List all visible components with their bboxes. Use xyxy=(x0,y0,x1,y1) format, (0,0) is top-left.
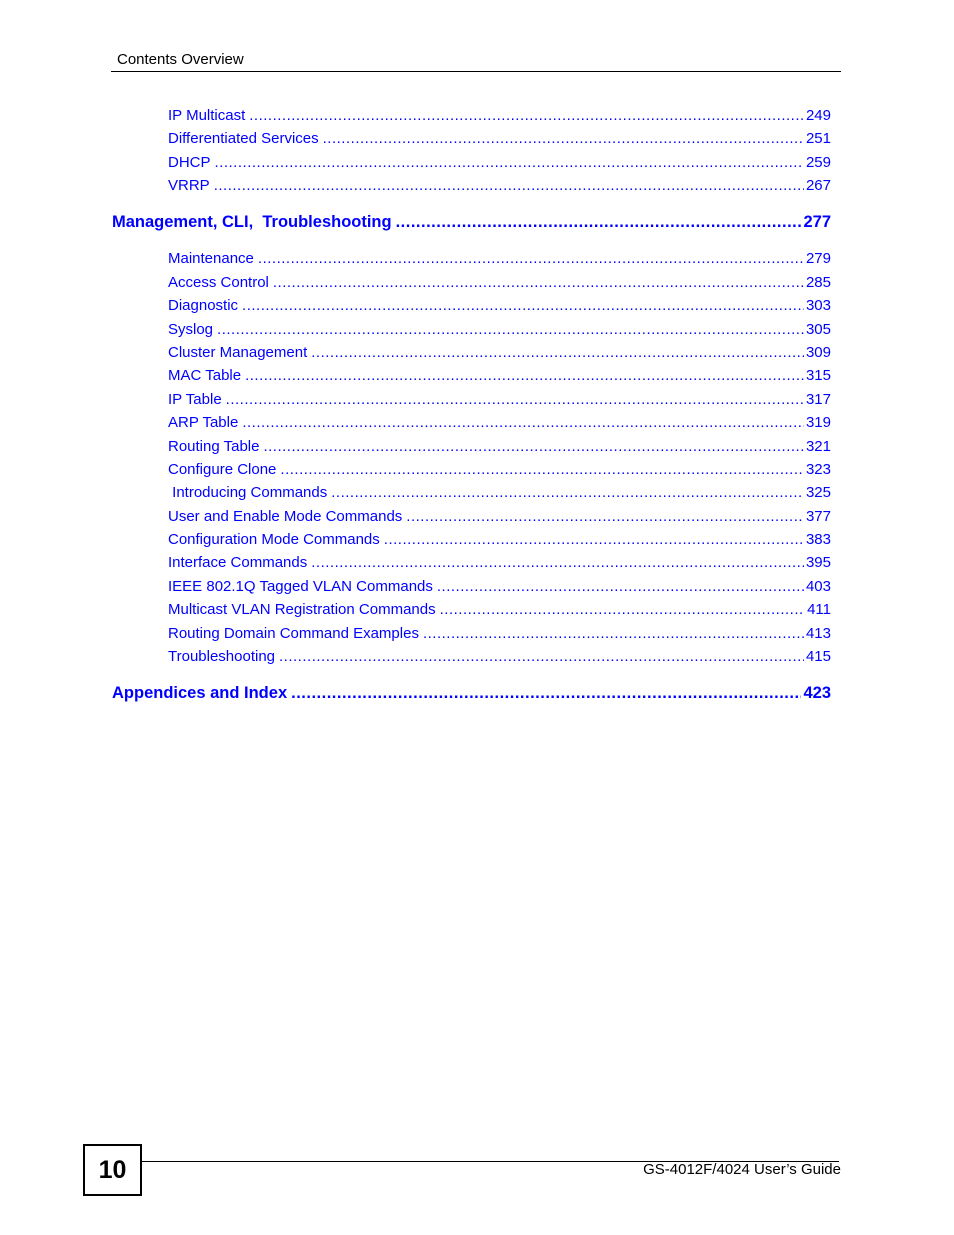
toc-entry-label: Management, CLI, Troubleshooting xyxy=(112,213,392,231)
toc-entry-page: 325 xyxy=(805,484,831,501)
toc-entry-label: Maintenance xyxy=(168,250,254,267)
toc-entry-page: 377 xyxy=(805,508,831,525)
toc-entry-label: Introducing Commands xyxy=(168,484,328,501)
toc-chapter-link[interactable] xyxy=(168,297,831,317)
toc-entry-label: Multicast VLAN Registration Commands xyxy=(168,601,436,618)
toc-chapter-link[interactable] xyxy=(168,601,831,621)
toc-chapter-link[interactable] xyxy=(168,625,831,645)
toc-entry-label: Diagnostic xyxy=(168,297,239,314)
toc-chapter-link[interactable] xyxy=(168,484,831,504)
toc-entry-label: Routing Table xyxy=(168,438,260,455)
toc-chapter-link[interactable] xyxy=(168,461,831,481)
toc-entry-page: 323 xyxy=(805,461,831,478)
toc-chapter-link[interactable] xyxy=(168,648,831,668)
toc-chapter-link[interactable] xyxy=(168,250,831,270)
toc-entry-label: IEEE 802.1Q Tagged VLAN Commands xyxy=(168,578,433,595)
toc-entry-page: 315 xyxy=(805,367,831,384)
toc-entry-label: Cluster Management xyxy=(168,344,308,361)
toc-dot-leader xyxy=(217,321,804,338)
toc-dot-leader xyxy=(249,107,804,124)
page-header-title: Contents Overview xyxy=(117,51,244,68)
toc-dot-leader xyxy=(215,154,804,171)
toc-entry-page: 305 xyxy=(805,321,831,338)
toc-chapter-link[interactable] xyxy=(168,107,831,127)
toc-dot-leader xyxy=(311,554,804,571)
page-number-box xyxy=(83,1144,142,1196)
toc-dot-leader xyxy=(440,601,805,618)
toc-entry-label: MAC Table xyxy=(168,367,242,384)
toc-dot-leader xyxy=(226,391,804,408)
toc-entry-label: Differentiated Services xyxy=(168,130,319,147)
toc-dot-leader xyxy=(258,250,804,267)
toc-entry-page: 395 xyxy=(805,554,831,571)
toc-entry-page: 267 xyxy=(805,177,831,194)
toc-entry-label: User and Enable Mode Commands xyxy=(168,508,403,525)
toc-entry-page: 259 xyxy=(805,154,831,171)
toc-entry-page: 423 xyxy=(803,684,831,702)
toc-dot-leader xyxy=(242,297,804,314)
toc-entry-page: 319 xyxy=(805,414,831,431)
toc-entry-page: 279 xyxy=(805,250,831,267)
toc-chapter-link[interactable] xyxy=(168,414,831,434)
toc-chapter-link[interactable] xyxy=(168,274,831,294)
toc-entry-page: 251 xyxy=(805,130,831,147)
toc-dot-leader xyxy=(242,414,804,431)
toc-dot-leader xyxy=(280,461,804,478)
toc-chapter-link[interactable] xyxy=(168,367,831,387)
toc-chapter-link[interactable] xyxy=(168,578,831,598)
toc-dot-leader xyxy=(245,367,804,384)
toc-entry-page: 317 xyxy=(805,391,831,408)
toc-dot-leader xyxy=(437,578,804,595)
toc-entry-label: Routing Domain Command Examples xyxy=(168,625,419,642)
toc-entry-page: 277 xyxy=(803,213,831,231)
toc-dot-leader xyxy=(311,344,804,361)
page-number: 10 xyxy=(98,1155,127,1184)
toc-chapter-link[interactable] xyxy=(168,344,831,364)
toc-dot-leader xyxy=(384,531,804,548)
toc-chapter-link[interactable] xyxy=(168,531,831,551)
toc-entry-label: Configuration Mode Commands xyxy=(168,531,380,548)
toc-chapter-link[interactable] xyxy=(168,554,831,574)
toc-entry-page: 309 xyxy=(805,344,831,361)
toc-dot-leader xyxy=(396,213,802,232)
toc-entry-page: 403 xyxy=(805,578,831,595)
toc-entry-label: IP Multicast xyxy=(168,107,246,124)
toc-entry-label: Syslog xyxy=(168,321,214,338)
toc-entry-page: 411 xyxy=(807,601,831,618)
toc-entry-label: Troubleshooting xyxy=(168,648,276,665)
toc-entry-page: 249 xyxy=(805,107,831,124)
toc-dot-leader xyxy=(323,130,804,147)
toc-chapter-link[interactable] xyxy=(168,438,831,458)
toc-dot-leader xyxy=(291,684,801,703)
header-divider xyxy=(111,71,841,72)
toc-entry-label: ARP Table xyxy=(168,414,239,431)
toc-entry-label: Access Control xyxy=(168,274,269,291)
toc-chapter-link[interactable] xyxy=(168,391,831,411)
toc-chapter-link[interactable] xyxy=(168,508,831,528)
toc-chapter-link[interactable] xyxy=(168,154,831,174)
toc-entry-page: 415 xyxy=(805,648,831,665)
toc-entry-page: 413 xyxy=(805,625,831,642)
toc-dot-leader xyxy=(263,438,804,455)
toc-dot-leader xyxy=(406,508,804,525)
toc-chapter-link[interactable] xyxy=(168,130,831,150)
toc-entry-label: Configure Clone xyxy=(168,461,277,478)
toc-dot-leader xyxy=(273,274,804,291)
toc-entry-label: Appendices and Index xyxy=(112,684,288,702)
toc-entry-page: 303 xyxy=(805,297,831,314)
toc-entry-label: DHCP xyxy=(168,154,211,171)
toc-section-link[interactable] xyxy=(112,684,831,706)
toc-chapter-link[interactable] xyxy=(168,177,831,197)
toc-entry-page: 383 xyxy=(805,531,831,548)
toc-section-link[interactable] xyxy=(112,213,831,235)
toc-dot-leader xyxy=(331,484,804,501)
toc-dot-leader xyxy=(423,625,804,642)
toc-entry-label: Interface Commands xyxy=(168,554,308,571)
footer-guide-title: GS-4012F/4024 User’s Guide xyxy=(643,1161,841,1178)
toc-entry-label: IP Table xyxy=(168,391,222,408)
toc-chapter-link[interactable] xyxy=(168,321,831,341)
toc-entry-page: 321 xyxy=(805,438,831,455)
toc-dot-leader xyxy=(214,177,804,194)
toc-dot-leader xyxy=(279,648,804,665)
toc-entry-label: VRRP xyxy=(168,177,210,194)
toc-entry-page: 285 xyxy=(805,274,831,291)
